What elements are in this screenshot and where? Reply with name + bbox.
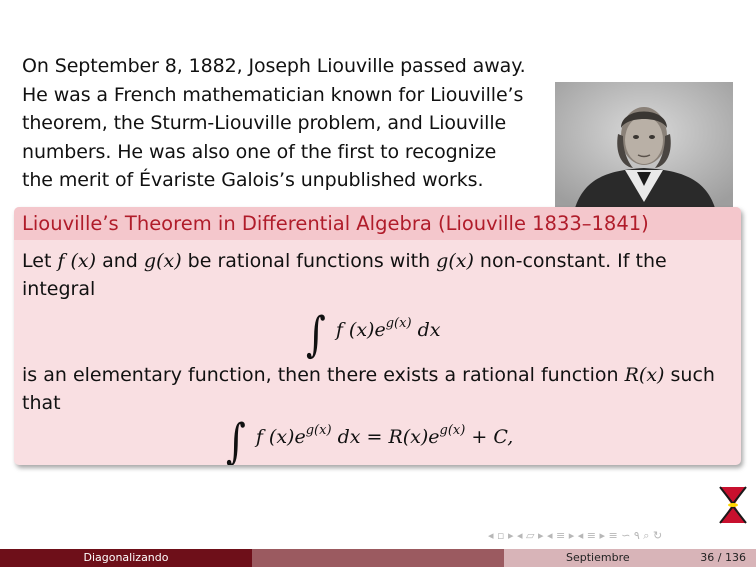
display-integral: [306, 306, 441, 362]
footer-date: Septiembre: [566, 551, 630, 564]
eq-exponent: g(x): [305, 423, 332, 438]
and-word: and: [102, 250, 138, 272]
f-of-x: f (x): [57, 250, 97, 272]
integrand: f (x)e: [335, 319, 386, 341]
intro-paragraph: [22, 52, 542, 195]
liouville-portrait: [555, 82, 733, 208]
footer-right: [504, 549, 756, 567]
is-text: is an elementary function, then there exists a rational function: [22, 364, 619, 386]
footer-bar: [0, 549, 756, 567]
nonconst-text: non-constant. If the: [479, 250, 667, 272]
integrand-exponent: g(x): [385, 316, 412, 331]
intro-line: He was a French mathematician known for Liouville’s: [22, 83, 524, 106]
theorem-line-4: that: [22, 392, 61, 414]
logo-icon: [718, 485, 748, 525]
eq-mid: dx = R(x)e: [337, 426, 440, 448]
g-of-x: g(x): [143, 250, 182, 272]
footer-page-number: 36 / 136: [700, 551, 746, 564]
integral-sign: ∫: [306, 306, 326, 362]
intro-line: On September 8, 1882, Joseph Liouville passed away.: [22, 55, 526, 77]
theorem-line-2: integral: [22, 278, 96, 300]
intro-line: the merit of Évariste Galois’s unpublished works.: [22, 169, 484, 191]
integral-sign-2: ∫: [226, 413, 246, 465]
portrait-engraving: [555, 82, 733, 208]
theorem-block: [14, 207, 741, 465]
r-of-x: R(x): [624, 364, 665, 386]
beamer-navigation-icons[interactable]: ◂ ▫ ▸ ◂ ▱ ▸ ◂ ≡ ▸ ◂ ≡ ▸ ≡ ∽ ۹ ⌕ ↻: [488, 529, 663, 542]
intro-line: theorem, the Sturm-Liouville problem, and Liouville: [22, 112, 507, 134]
differential: dx: [417, 319, 441, 341]
theorem-title: Liouville’s Theorem in Differential Algebra (Liouville 1833–1841): [14, 207, 741, 240]
let-word: Let: [22, 250, 52, 272]
footer-middle: [252, 549, 504, 567]
theorem-line-3: [22, 361, 715, 389]
eq-exponent-2: g(x): [439, 423, 466, 438]
be-text: be rational functions with: [187, 250, 431, 272]
footer-left: Diagonalizando: [0, 549, 252, 567]
such-word: such: [670, 364, 715, 386]
intro-line: numbers. He was also one of the first to recognize: [22, 140, 497, 163]
g-of-x-2: g(x): [436, 250, 474, 272]
eq-lhs: f (x)e: [255, 426, 306, 448]
eq-tail: + C,: [471, 426, 514, 448]
display-equation: [226, 413, 514, 465]
theorem-line-1: [22, 247, 667, 275]
